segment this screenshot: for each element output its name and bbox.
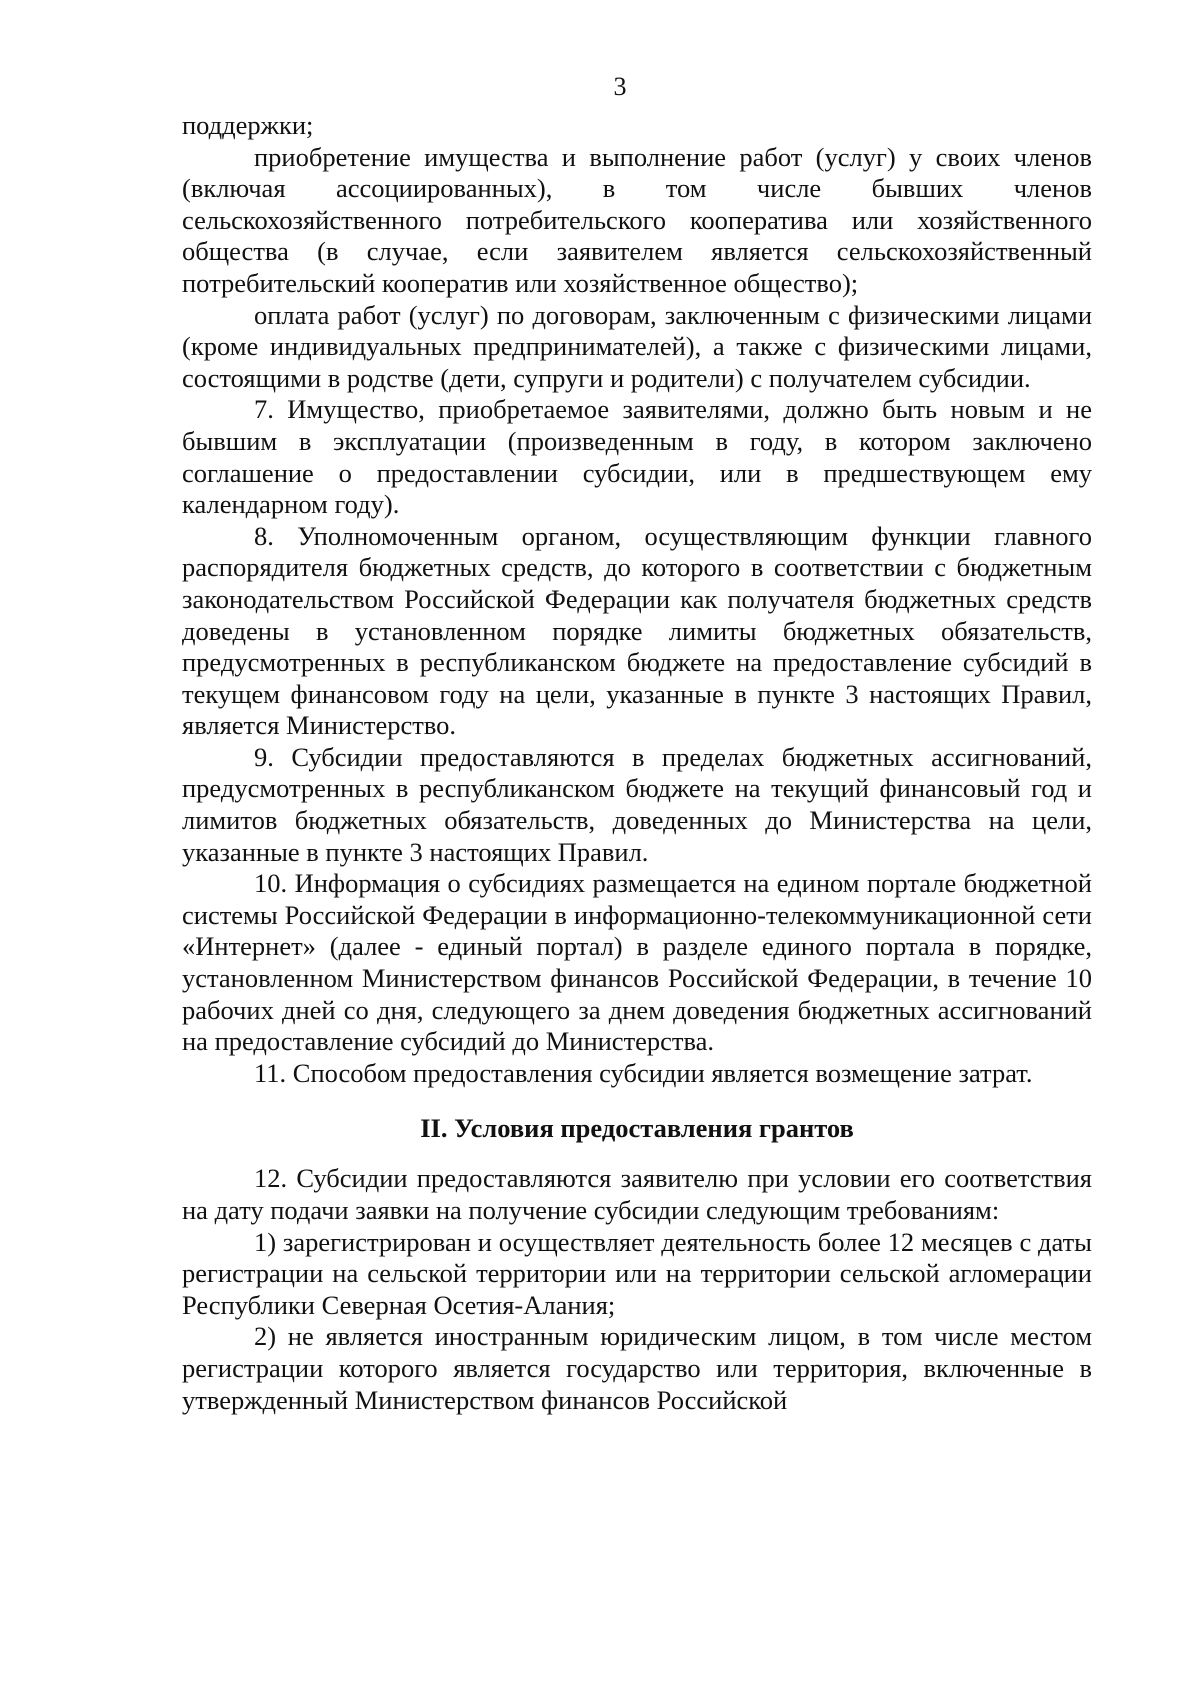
- paragraph-property-acquisition: приобретение имущества и выполнение работ (услуг) у своих членов (включая ассоциированных), в том числе бывших членов сельскохозяйственного потребительского кооператива или хозяйственного общества (в случае, если заявителем является сельскохозяйственный потребительский кооператив или хозяйственное общество);: [182, 141, 1092, 298]
- paragraph-requirement-2: 2) не является иностранным юридическим лицом, в том числе местом регистрации которого является государство или территория, включенные в утвержденный Министерством финансов Российской: [182, 1321, 1092, 1415]
- paragraph-item-10: 10. Информация о субсидиях размещается на едином портале бюджетной системы Российской Федерации в информационно-телекоммуникационной сети «Интернет» (далее - единый портал) в разделе единого портала в порядке, установленном Министерством финансов Российской Федерации, в течение 10 рабочих дней со дня, следующего за днем доведения бюджетных ассигнований на предоставление субсидий до Министерства.: [182, 868, 1092, 1057]
- paragraph-item-11: 11. Способом предоставления субсидии является возмещение затрат.: [254, 1057, 1033, 1088]
- paragraph-item-8: 8. Уполномоченным органом, осуществляющим функции главного распорядителя бюджетных средств, до которого в соответствии с бюджетным законодательством Российской Федерации как получателя бюджетных средств доведены в установленном порядке лимиты бюджетных обязательств, предусмотренных в республиканском бюджете на предоставление субсидий в текущем финансовом году на цели, указанные в пункте 3 настоящих Правил, является Министерство.: [182, 520, 1092, 741]
- document-body: [182, 110, 1092, 1416]
- paragraph-requirement-1: 1) зарегистрирован и осуществляет деятельность более 12 месяцев с даты регистрации на сельской территории или на территории сельской агломерации Республики Северная Осетия-Алания;: [182, 1226, 1092, 1320]
- paragraph-payment-of-works: оплата работ (услуг) по договорам, заключенным с физическими лицами (кроме индивидуальных предпринимателей), а также с физическими лицами, состоящими в родстве (дети, супруги и родители) с получателем субсидии.: [182, 299, 1092, 393]
- paragraph-item-7: 7. Имущество, приобретаемое заявителями, должно быть новым и не бывшим в эксплуатации (произведенным в году, в котором заключено соглашение о предоставлении субсидии, или в предшествующем ему календарном году).: [182, 394, 1092, 520]
- paragraph-item-9: 9. Субсидии предоставляются в пределах бюджетных ассигнований, предусмотренных в республиканском бюджете на текущий финансовый год и лимитов бюджетных обязательств, доведенных до Министерства на цели, указанные в пункте 3 настоящих Правил.: [182, 741, 1092, 867]
- page-number: 3: [613, 72, 627, 101]
- paragraph-continuation: поддержки;: [182, 110, 314, 140]
- paragraph-item-12: 12. Субсидии предоставляются заявителю при условии его соответствия на дату подачи заявки на получение субсидии следующим требованиям:: [182, 1163, 1092, 1225]
- section-heading: II. Условия предоставления грантов: [420, 1113, 854, 1144]
